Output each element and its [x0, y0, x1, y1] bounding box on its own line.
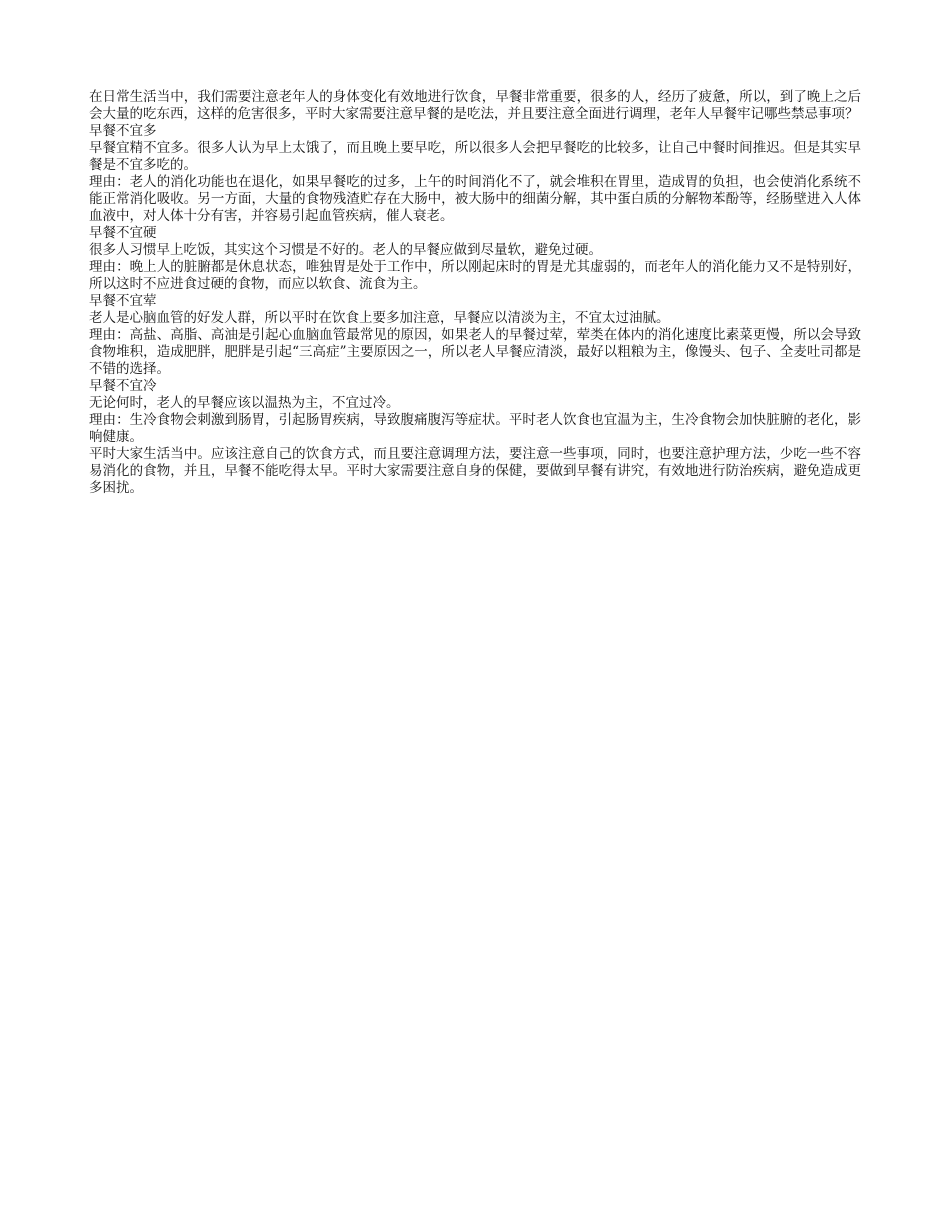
section-heading: 早餐不宜硬: [89, 225, 157, 241]
reason-paragraph: 理由：生冷食物会刺激到肠胃，引起肠胃疾病，导致腹痛腹泻等症状。平时老人饮食也宜温为主，生冷食物会加快脏腑的老化，影响健康。: [89, 412, 861, 445]
body-paragraph: 很多人习惯早上吃饭，其实这个习惯是不好的。老人的早餐应做到尽量软，避免过硬。: [89, 242, 602, 258]
reason-paragraph: 理由：晚上人的脏腑都是休息状态，唯独胃是处于工作中，所以刚起床时的胃是尤其虚弱的，而老年人的消化能力又不是特别好，所以这时不应进食过硬的食物，而应以软食、流食为主。: [89, 259, 861, 292]
reason-paragraph: 理由：高盐、高脂、高油是引起心血脑血管最常见的原因，如果老人的早餐过荤，荤类在体内的消化速度比素菜更慢，所以会导致食物堆积，造成肥胖，肥胖是引起“三高症”主要原因之一，所以老人早餐应清淡，最好以粗粮为主，像馒头、包子、全麦吐司都是不错的选择。: [89, 327, 861, 377]
body-paragraph: 早餐宜精不宜多。很多人认为早上太饿了，而且晚上要早吃，所以很多人会把早餐吃的比较多，让自己中餐时间推迟。但是其实早餐是不宜多吃的。: [89, 140, 861, 173]
document-body: [89, 89, 861, 497]
reason-paragraph: 理由：老人的消化功能也在退化，如果早餐吃的过多，上午的时间消化不了，就会堆积在胃里，造成胃的负担，也会使消化系统不能正常消化吸收。另一方面，大量的食物残渣贮存在大肠中，被大肠中的细菌分解，其中蛋白质的分解物苯酚等，经肠壁进入人体血液中，对人体十分有害，并容易引起血管疾病，催人衰老。: [89, 174, 861, 224]
section-heading: 早餐不宜多: [89, 123, 157, 139]
section-heading: 早餐不宜荤: [89, 293, 157, 309]
intro-paragraph: 在日常生活当中，我们需要注意老年人的身体变化有效地进行饮食，早餐非常重要，很多的人，经历了疲惫，所以，到了晚上之后会大量的吃东西，这样的危害很多，平时大家需要注意早餐的是吃法，并且要注意全面进行调理，老年人早餐牢记哪些禁忌事项？: [89, 89, 861, 122]
body-paragraph: 无论何时，老人的早餐应该以温热为主，不宜过冷。: [89, 395, 400, 411]
section-heading: 早餐不宜冷: [89, 378, 157, 394]
body-paragraph: 老人是心脑血管的好发人群，所以平时在饮食上要多加注意，早餐应以清淡为主，不宜太过油腻。: [89, 310, 670, 326]
conclusion-paragraph: 平时大家生活当中。应该注意自己的饮食方式，而且要注意调理方法，要注意一些事项，同时，也要注意护理方法，少吃一些不容易消化的食物，并且，早餐不能吃得太早。平时大家需要注意自身的保健，要做到早餐有讲究，有效地进行防治疾病，避免造成更多困扰。: [89, 446, 861, 496]
